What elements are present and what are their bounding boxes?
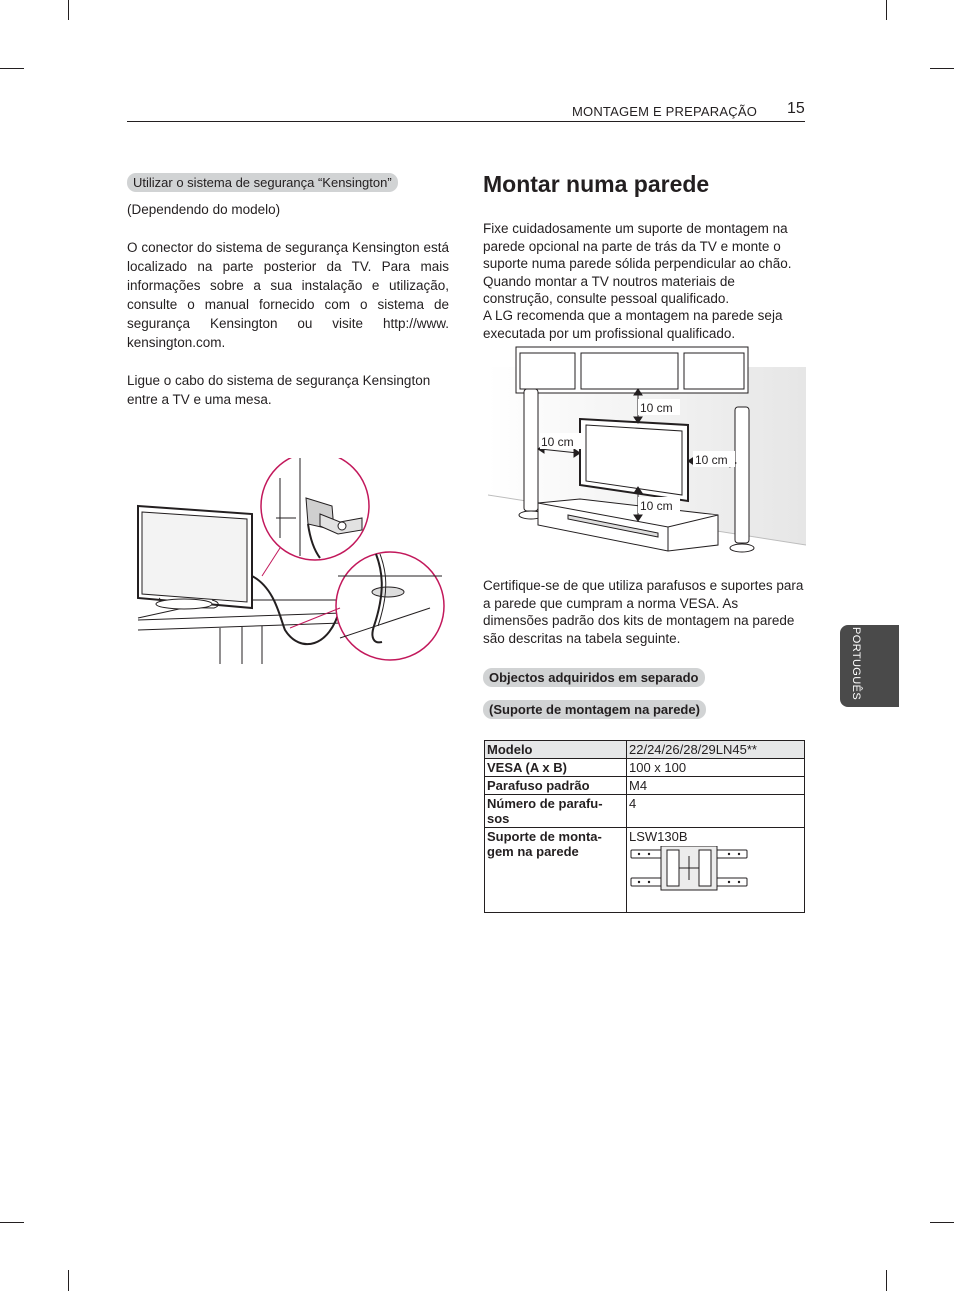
- clearance-top-label: 10 cm: [640, 401, 673, 415]
- kensington-heading: Utilizar o sistema de segurança “Kensington”: [127, 173, 398, 192]
- wall-mount-illustration: [488, 345, 806, 558]
- kensington-paragraph-1: O conector do sistema de segurança Kensington está localizado na parte posterior da TV. Para mais informações sobre a sua instalação e utilização, consulte o manual fornecido com o sistema de segurança Kensington ou visite http://www. kensington.com.: [127, 240, 449, 350]
- table-row: [485, 741, 805, 759]
- table-value-cell: [627, 828, 805, 913]
- table-row: [485, 828, 805, 913]
- table-value: LSW130B: [629, 829, 688, 844]
- table-key: Número de parafu-sos: [485, 795, 627, 828]
- table-value: 4: [627, 795, 805, 828]
- kensington-illustration: [130, 458, 450, 664]
- wall-mount-recommendation: A LG recomenda que a montagem na parede seja executada por um profissional qualificado.: [483, 308, 783, 341]
- table-key: Parafuso padrão: [485, 777, 627, 795]
- vesa-note: Certifique-se de que utiliza parafusos e suportes para a parede que cumpram a norma VESA. As dimensões padrão dos kits de montagem na parede são descritas na tabela seguinte.: [483, 578, 804, 646]
- crop-mark: [930, 1222, 954, 1223]
- crop-mark: [0, 1222, 24, 1223]
- wall-mount-intro: Fixe cuidadosamente um suporte de montagem na parede opcional na parte de trás da TV e monte o suporte numa parede sólida perpendicular ao chão. Quando montar a TV noutros materiais de construção, consulte pessoal qualificado.: [483, 221, 792, 306]
- language-tab: [840, 625, 899, 707]
- wall-bracket-image: [629, 846, 749, 894]
- clearance-left-label: 10 cm: [541, 435, 574, 449]
- clearance-bottom-label: 10 cm: [640, 499, 673, 513]
- table-row: [485, 795, 805, 828]
- wall-bracket-heading: (Suporte de montagem na parede): [483, 700, 706, 719]
- crop-mark: [886, 0, 887, 20]
- language-tab-label: PORTUGUÊS: [850, 627, 862, 701]
- table-value: M4: [627, 777, 805, 795]
- kensington-note: (Dependendo do modelo): [127, 202, 281, 217]
- crop-mark: [68, 1270, 69, 1291]
- crop-mark: [68, 0, 69, 20]
- wall-mount-title: Montar numa parede: [483, 171, 710, 197]
- table-value: 22/24/26/28/29LN45**: [627, 741, 805, 759]
- crop-mark: [0, 68, 24, 69]
- crop-mark: [930, 68, 954, 69]
- vesa-spec-table: [484, 740, 805, 913]
- kensington-paragraph-2: Ligue o cabo do sistema de segurança Kensington entre a TV e uma mesa.: [127, 373, 431, 407]
- table-value: 100 x 100: [627, 759, 805, 777]
- header-rule: [127, 121, 805, 122]
- section-title: MONTAGEM E PREPARAÇÃO: [572, 104, 758, 119]
- table-row: [485, 777, 805, 795]
- table-row: [485, 759, 805, 777]
- table-key: Suporte de monta-gem na parede: [485, 828, 627, 913]
- crop-mark: [886, 1270, 887, 1291]
- table-key: Modelo: [485, 741, 627, 759]
- page-number: 15: [787, 100, 805, 117]
- clearance-right-label: 10 cm: [695, 453, 728, 467]
- separate-items-heading: Objectos adquiridos em separado: [483, 668, 705, 687]
- table-key: VESA (A x B): [485, 759, 627, 777]
